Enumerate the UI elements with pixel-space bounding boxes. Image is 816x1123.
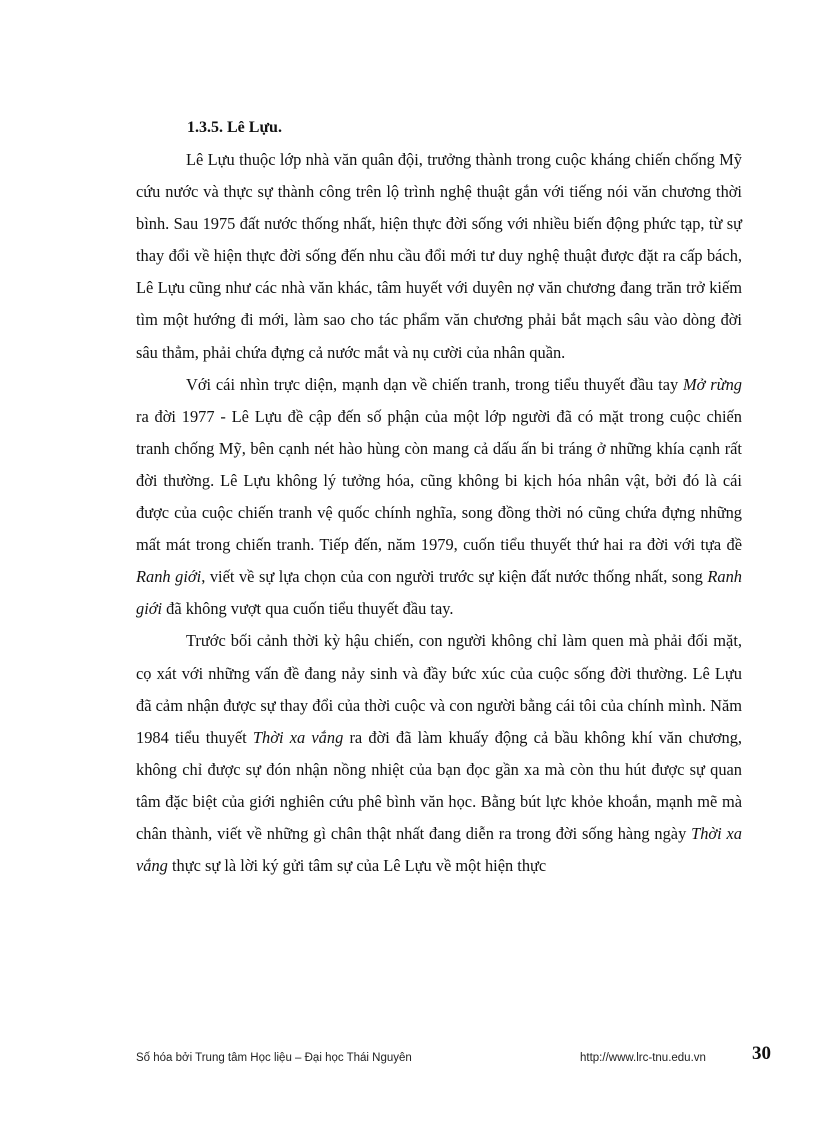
- book-title-thoi-xa-vang: Thời xa vắng: [252, 727, 344, 747]
- footer-digitized-by: Số hóa bởi Trung tâm Học liệu – Đại học Thái Nguyên: [136, 1052, 412, 1064]
- book-title-ranh-gioi: Ranh giới: [136, 567, 743, 619]
- page-number: 30: [752, 1043, 771, 1064]
- paragraph-2: [136, 369, 742, 626]
- book-title-ranh-gioi: Ranh giới: [136, 567, 202, 587]
- paragraph-2-text: Với cái nhìn trực diện, mạnh dạn về chiến tranh, trong tiểu thuyết đầu tay: [186, 374, 684, 394]
- book-title-thoi-xa-vang: Thời xa vắng: [136, 823, 742, 876]
- paragraph-3-text: Trước bối cảnh thời kỳ hậu chiến, con người không chỉ làm quen mà phải đối mặt, cọ xát với những vấn đề đang nảy sinh và đầy bức xúc của cuộc sống đời thường. Lê Lựu đã cảm nhận được sự thay đổi của thời cuộc và con người bằng cái tôi của chính mình. Năm 1984 tiểu thuyết: [136, 631, 742, 747]
- book-title-mo-rung: Mở rừng: [683, 374, 742, 394]
- body-text: [136, 144, 742, 882]
- paragraph-2-text: , viết về sự lựa chọn của con người trước sự kiện đất nước thống nhất, song: [201, 567, 708, 587]
- paragraph-2-text: đã không vượt qua cuốn tiểu thuyết đầu tay.: [162, 599, 454, 619]
- section-heading: 1.3.5. Lê Lựu.: [187, 119, 282, 136]
- paragraph-1: Lê Lựu thuộc lớp nhà văn quân đội, trưởng thành trong cuộc kháng chiến chống Mỹ cứu nước và thực sự thành công trên lộ trình nghệ thuật gắn với tiếng nói văn chương thời bình. Sau 1975 đất nước thống nhất, hiện thực đời sống với nhiều biến động phức tạp, từ sự thay đổi về hiện thực đời sống đến nhu cầu đổi mới tư duy nghệ thuật được đặt ra cấp bách, Lê Lựu cũng như các nhà văn khác, tâm huyết với duyên nợ văn chương đang trăn trở kiếm tìm một hướng đi mới, làm sao cho tác phẩm văn chương phải bắt mạch sâu vào dòng đời sâu thẳm, phải chứa đựng cả nước mắt và nụ cười của nhân quần.: [136, 150, 742, 362]
- paragraph-3-text: thực sự là lời ký gửi tâm sự của Lê Lựu về một hiện thực: [167, 856, 547, 876]
- paragraph-3: [136, 625, 742, 882]
- paragraph-2-text: ra đời 1977 - Lê Lựu đề cập đến số phận của một lớp người đã có mặt trong cuộc chiến tranh chống Mỹ, bên cạnh nét hào hùng còn mang cả dấu ấn bi tráng ở những khía cạnh rất đời thường. Lê Lựu không lý tưởng hóa, cũng không bi kịch hóa nhân vật, bởi đó là cái được của cuộc chiến tranh vệ quốc chính nghĩa, song đồng thời nó cũng chứa đựng những mất mát trong chiến tranh. Tiếp đến, năm 1979, cuốn tiểu thuyết thứ hai ra đời với tựa đề: [136, 406, 742, 555]
- footer-url-link[interactable]: http://www.lrc-tnu.edu.vn: [580, 1052, 706, 1064]
- paragraph-3-text: ra đời đã làm khuấy động cả bầu không khí văn chương, không chỉ được sự đón nhận nồng nhiệt của bạn đọc gần xa mà còn thu hút được sự quan tâm đặc biệt của giới nghiên cứu phê bình văn học. Bằng bút lực khỏe khoắn, mạnh mẽ mà chân thành, viết về những gì chân thật nhất đang diễn ra trong đời sống hàng ngày: [136, 727, 742, 843]
